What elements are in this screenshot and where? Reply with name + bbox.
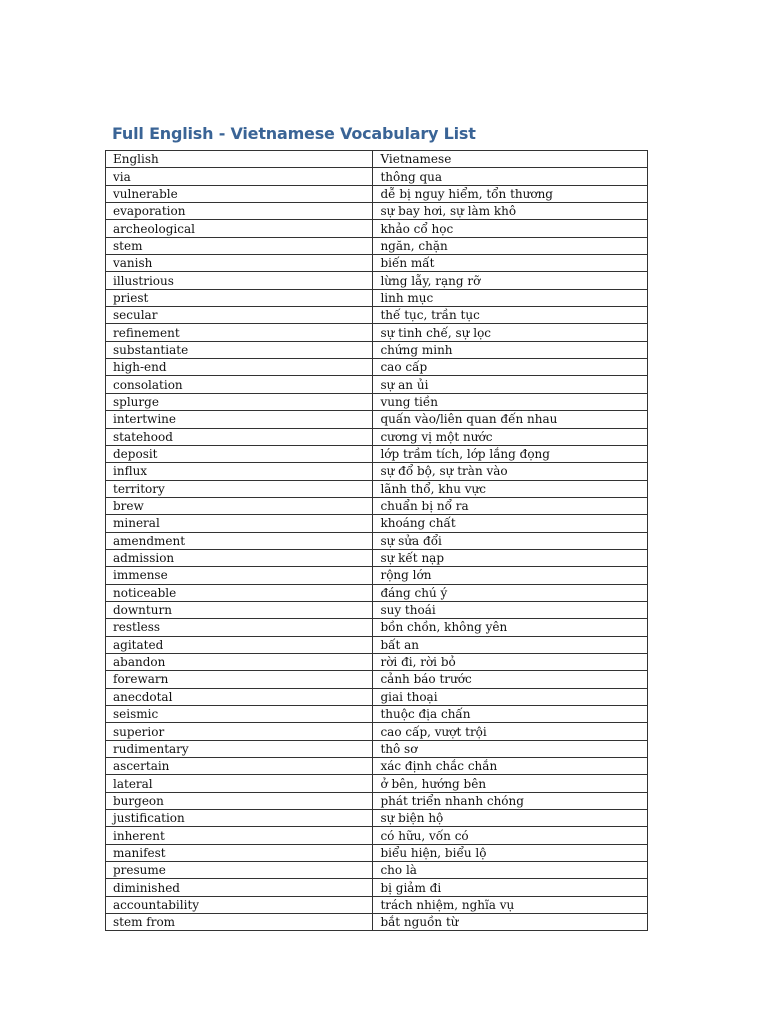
english-term: lateral <box>106 775 373 792</box>
table-row <box>106 567 648 584</box>
table-row <box>106 168 648 185</box>
english-term: consolation <box>106 376 373 393</box>
vietnamese-translation: thông qua <box>373 168 648 185</box>
english-term: burgeon <box>106 792 373 809</box>
table-row <box>106 480 648 497</box>
table-row <box>106 723 648 740</box>
english-term: mineral <box>106 515 373 532</box>
table-row <box>106 896 648 913</box>
table-row <box>106 844 648 861</box>
english-term: superior <box>106 723 373 740</box>
english-term: abandon <box>106 653 373 670</box>
table-row <box>106 324 648 341</box>
vietnamese-translation: sự đổ bộ, sự tràn vào <box>373 463 648 480</box>
english-term: rudimentary <box>106 740 373 757</box>
table-row <box>106 584 648 601</box>
table-row <box>106 775 648 792</box>
vietnamese-translation: vung tiền <box>373 393 648 410</box>
vietnamese-translation: bắt nguồn từ <box>373 914 648 931</box>
english-term: influx <box>106 463 373 480</box>
vietnamese-translation: chứng minh <box>373 341 648 358</box>
english-term: presume <box>106 862 373 879</box>
vietnamese-translation: xác định chắc chắn <box>373 758 648 775</box>
english-term: amendment <box>106 532 373 549</box>
table-row <box>106 203 648 220</box>
english-term: noticeable <box>106 584 373 601</box>
english-term: diminished <box>106 879 373 896</box>
english-term: downturn <box>106 601 373 618</box>
english-term: admission <box>106 549 373 566</box>
table-row <box>106 636 648 653</box>
table-row <box>106 445 648 462</box>
table-row <box>106 653 648 670</box>
table-row <box>106 810 648 827</box>
vietnamese-translation: sự sửa đổi <box>373 532 648 549</box>
table-row <box>106 792 648 809</box>
vietnamese-translation: thô sơ <box>373 740 648 757</box>
table-row <box>106 758 648 775</box>
vietnamese-translation: cho là <box>373 862 648 879</box>
vietnamese-translation: có hữu, vốn có <box>373 827 648 844</box>
vietnamese-translation: chuẩn bị nổ ra <box>373 497 648 514</box>
vietnamese-translation: sự bay hơi, sự làm khô <box>373 203 648 220</box>
english-term: via <box>106 168 373 185</box>
vietnamese-translation: thế tục, trần tục <box>373 307 648 324</box>
english-term: deposit <box>106 445 373 462</box>
english-term: vulnerable <box>106 185 373 202</box>
vietnamese-translation: trách nhiệm, nghĩa vụ <box>373 896 648 913</box>
english-term: anecdotal <box>106 688 373 705</box>
english-term: secular <box>106 307 373 324</box>
vietnamese-translation: thuộc địa chấn <box>373 706 648 723</box>
vietnamese-translation: cao cấp <box>373 359 648 376</box>
vietnamese-translation: đáng chú ý <box>373 584 648 601</box>
vietnamese-translation: cương vị một nước <box>373 428 648 445</box>
table-row <box>106 428 648 445</box>
english-term: intertwine <box>106 411 373 428</box>
header-vietnamese: Vietnamese <box>373 151 648 168</box>
table-row <box>106 532 648 549</box>
english-term: stem from <box>106 914 373 931</box>
english-term: brew <box>106 497 373 514</box>
vietnamese-translation: rộng lớn <box>373 567 648 584</box>
table-row <box>106 515 648 532</box>
table-row <box>106 341 648 358</box>
vietnamese-translation: bồn chồn, không yên <box>373 619 648 636</box>
vietnamese-translation: dễ bị nguy hiểm, tổn thương <box>373 185 648 202</box>
vietnamese-translation: linh mục <box>373 289 648 306</box>
vietnamese-translation: sự biện hộ <box>373 810 648 827</box>
english-term: restless <box>106 619 373 636</box>
table-row <box>106 220 648 237</box>
english-term: stem <box>106 237 373 254</box>
english-term: high-end <box>106 359 373 376</box>
english-term: territory <box>106 480 373 497</box>
table-row <box>106 879 648 896</box>
vietnamese-translation: rời đi, rời bỏ <box>373 653 648 670</box>
table-header-row <box>106 151 648 168</box>
english-term: agitated <box>106 636 373 653</box>
table-row <box>106 619 648 636</box>
vietnamese-translation: ở bên, hướng bên <box>373 775 648 792</box>
english-term: forewarn <box>106 671 373 688</box>
table-row <box>106 497 648 514</box>
vietnamese-translation: sự an ủi <box>373 376 648 393</box>
table-row <box>106 862 648 879</box>
english-term: substantiate <box>106 341 373 358</box>
table-row <box>106 237 648 254</box>
table-row <box>106 272 648 289</box>
vietnamese-translation: suy thoái <box>373 601 648 618</box>
vocabulary-table-body <box>106 168 648 931</box>
vietnamese-translation: lớp trầm tích, lớp lắng đọng <box>373 445 648 462</box>
header-english: English <box>106 151 373 168</box>
vietnamese-translation: cảnh báo trước <box>373 671 648 688</box>
vietnamese-translation: bị giảm đi <box>373 879 648 896</box>
vietnamese-translation: cao cấp, vượt trội <box>373 723 648 740</box>
english-term: splurge <box>106 393 373 410</box>
table-row <box>106 185 648 202</box>
table-row <box>106 671 648 688</box>
table-row <box>106 706 648 723</box>
table-row <box>106 914 648 931</box>
english-term: manifest <box>106 844 373 861</box>
vietnamese-translation: giai thoại <box>373 688 648 705</box>
english-term: statehood <box>106 428 373 445</box>
english-term: seismic <box>106 706 373 723</box>
table-row <box>106 289 648 306</box>
english-term: accountability <box>106 896 373 913</box>
table-row <box>106 601 648 618</box>
english-term: archeological <box>106 220 373 237</box>
english-term: illustrious <box>106 272 373 289</box>
table-row <box>106 307 648 324</box>
vietnamese-translation: sự kết nạp <box>373 549 648 566</box>
table-row <box>106 376 648 393</box>
table-row <box>106 688 648 705</box>
table-row <box>106 393 648 410</box>
vietnamese-translation: bất an <box>373 636 648 653</box>
vietnamese-translation: lãnh thổ, khu vực <box>373 480 648 497</box>
vietnamese-translation: phát triển nhanh chóng <box>373 792 648 809</box>
vietnamese-translation: biểu hiện, biểu lộ <box>373 844 648 861</box>
table-row <box>106 740 648 757</box>
vietnamese-translation: lừng lẫy, rạng rỡ <box>373 272 648 289</box>
table-row <box>106 463 648 480</box>
table-row <box>106 359 648 376</box>
vietnamese-translation: ngăn, chặn <box>373 237 648 254</box>
english-term: vanish <box>106 255 373 272</box>
page-title: Full English - Vietnamese Vocabulary List <box>112 124 476 143</box>
vietnamese-translation: quấn vào/liên quan đến nhau <box>373 411 648 428</box>
vietnamese-translation: khảo cổ học <box>373 220 648 237</box>
english-term: immense <box>106 567 373 584</box>
vietnamese-translation: khoáng chất <box>373 515 648 532</box>
english-term: evaporation <box>106 203 373 220</box>
vietnamese-translation: biến mất <box>373 255 648 272</box>
vocabulary-table <box>105 150 648 931</box>
english-term: refinement <box>106 324 373 341</box>
english-term: inherent <box>106 827 373 844</box>
table-row <box>106 255 648 272</box>
english-term: ascertain <box>106 758 373 775</box>
english-term: priest <box>106 289 373 306</box>
table-row <box>106 549 648 566</box>
english-term: justification <box>106 810 373 827</box>
table-row <box>106 827 648 844</box>
vietnamese-translation: sự tinh chế, sự lọc <box>373 324 648 341</box>
table-row <box>106 411 648 428</box>
